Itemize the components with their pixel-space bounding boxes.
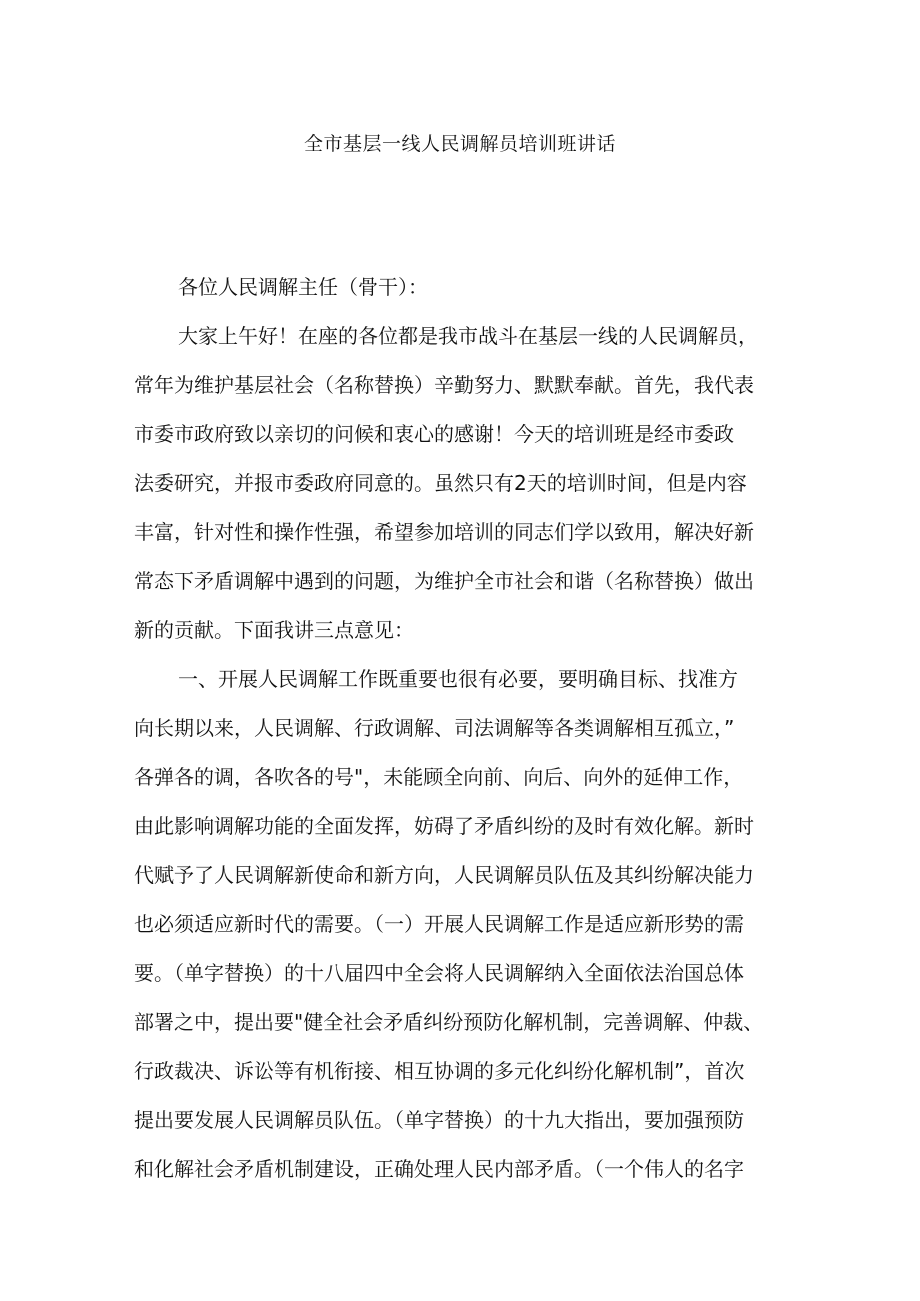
- paragraph-line: 市委市政府致以亲切的问候和衷心的感谢！今天的培训班是经市委政: [134, 422, 734, 446]
- paragraph-line: 和化解社会矛盾机制建设，正确处理人民内部矛盾。（一个伟人的名字: [134, 1157, 744, 1181]
- paragraph-line: 大家上午好！在座的各位都是我市战斗在基层一线的人民调解员，: [178, 324, 758, 348]
- paragraph-line: 常年为维护基层社会（名称替换）辛勤努力、默默奉献。首先，我代表: [134, 373, 754, 397]
- salutation-line: 各位人民调解主任（骨干）：: [178, 275, 428, 299]
- paragraph-line: 要。（单字替换）的十八届四中全会将人民调解纳入全面依法治国总体: [134, 961, 744, 985]
- paragraph-line: 由此影响调解功能的全面发挥，妨碍了矛盾纠纷的及时有效化解。新时: [134, 814, 754, 838]
- paragraph-line: 也必须适应新时代的需要。（一）开展人民调解工作是适应新形势的需: [134, 912, 744, 936]
- document-title: 全市基层一线人民调解员培训班讲话: [303, 133, 616, 155]
- paragraph-line: 行政裁决、诉讼等有机衔接、相互协调的多元化纠纷化解机制”，首次: [134, 1059, 745, 1083]
- paragraph-line: 新的贡献。下面我讲三点意见：: [134, 618, 414, 642]
- paragraph-line: 常态下矛盾调解中遇到的问题，为维护全市社会和谐（名称替换）做出: [134, 569, 754, 593]
- paragraph-line: 代赋予了人民调解新使命和新方向，人民调解员队伍及其纠纷解决能力: [134, 863, 754, 887]
- paragraph-line: 丰富，针对性和操作性强，希望参加培训的同志们学以致用，解决好新: [134, 520, 754, 544]
- paragraph-line: 法委研究，并报市委政府同意的。虽然只有2天的培训时间，但是内容: [134, 471, 747, 495]
- paragraph-line: 一、开展人民调解工作既重要也很有必要，要明确目标、找准方: [178, 667, 738, 691]
- paragraph-line: 向长期以来，人民调解、行政调解、司法调解等各类调解相互孤立，”: [134, 716, 735, 740]
- paragraph-line: 各弹各的调，各吹各的号"，未能顾全向前、向后、向外的延伸工作，: [134, 765, 744, 789]
- paragraph-line: 提出要发展人民调解员队伍。（单字替换）的十九大指出，要加强预防: [134, 1108, 744, 1132]
- paragraph-line: 部署之中，提出要"健全社会矛盾纠纷预防化解机制，完善调解、仲裁、: [134, 1010, 764, 1034]
